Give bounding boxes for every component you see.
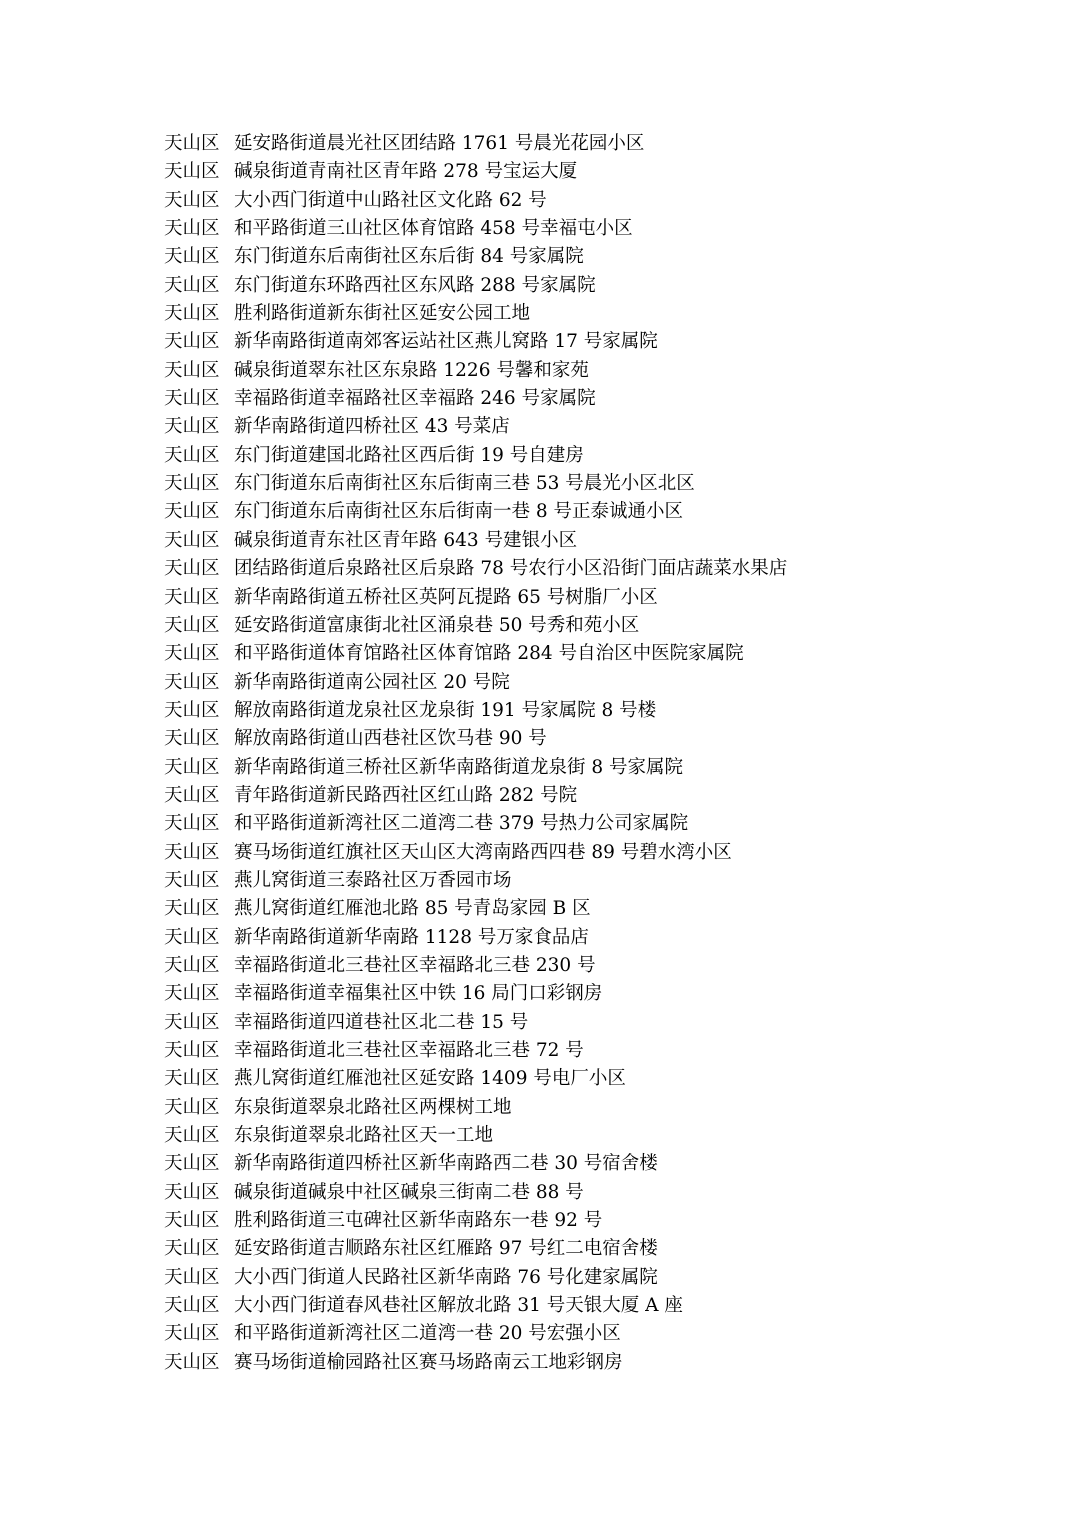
address-text: 燕儿窝街道三泰路社区万香园市场 <box>234 869 512 891</box>
list-item <box>164 1179 787 1207</box>
address-text: 幸福路街道幸福路社区幸福路 246 号家属院 <box>234 388 596 410</box>
address-text: 延安路街道富康街北社区涌泉巷 50 号秀和苑小区 <box>234 614 640 636</box>
district-label: 天山区 <box>164 529 220 551</box>
list-item <box>164 1037 787 1065</box>
list-item <box>164 924 787 952</box>
address-text: 东门街道东后南街社区东后街南三巷 53 号晨光小区北区 <box>234 473 695 495</box>
district-label: 天山区 <box>164 983 220 1005</box>
district-label: 天山区 <box>164 1096 220 1118</box>
district-label: 天山区 <box>164 444 220 466</box>
list-item <box>164 215 787 243</box>
address-list <box>164 130 787 1377</box>
district-label: 天山区 <box>164 1266 220 1288</box>
district-label: 天山区 <box>164 671 220 693</box>
address-text: 和平路街道体育馆路社区体育馆路 284 号自治区中医院家属院 <box>234 643 744 665</box>
list-item <box>164 470 787 498</box>
district-label: 天山区 <box>164 699 220 721</box>
address-text: 新华南路街道五桥社区英阿瓦提路 65 号树脂厂小区 <box>234 586 658 608</box>
list-item <box>164 442 787 470</box>
address-text: 东门街道建国北路社区西后街 19 号自建房 <box>234 444 584 466</box>
district-label: 天山区 <box>164 841 220 863</box>
address-text: 新华南路街道南公园社区 20 号院 <box>234 671 510 693</box>
list-item <box>164 810 787 838</box>
list-item <box>164 243 787 271</box>
district-label: 天山区 <box>164 954 220 976</box>
address-text: 碱泉街道青东社区青年路 643 号建银小区 <box>234 529 578 551</box>
district-label: 天山区 <box>164 898 220 920</box>
list-item <box>164 640 787 668</box>
address-text: 东门街道东后南街社区东后街 84 号家属院 <box>234 246 584 268</box>
list-item <box>164 498 787 526</box>
address-text: 新华南路街道四桥社区新华南路西二巷 30 号宿舍楼 <box>234 1153 658 1175</box>
district-label: 天山区 <box>164 1210 220 1232</box>
district-label: 天山区 <box>164 473 220 495</box>
list-item <box>164 527 787 555</box>
address-text: 大小西门街道人民路社区新华南路 76 号化建家属院 <box>234 1266 658 1288</box>
address-text: 碱泉街道青南社区青年路 278 号宝运大厦 <box>234 161 578 183</box>
district-label: 天山区 <box>164 784 220 806</box>
address-text: 延安路街道晨光社区团结路 1761 号晨光花园小区 <box>234 133 645 154</box>
list-item <box>164 357 787 385</box>
list-item <box>164 1235 787 1263</box>
district-label: 天山区 <box>164 1153 220 1175</box>
address-text: 幸福路街道幸福集社区中铁 16 局门口彩钢房 <box>234 983 603 1005</box>
district-label: 天山区 <box>164 388 220 410</box>
address-text: 东泉街道翠泉北路社区天一工地 <box>234 1125 494 1147</box>
address-text: 延安路街道吉顺路东社区红雁路 97 号红二电宿舍楼 <box>234 1238 658 1260</box>
list-item <box>164 158 787 186</box>
district-label: 天山区 <box>164 558 220 580</box>
address-text: 幸福路街道四道巷社区北二巷 15 号 <box>234 1011 529 1033</box>
list-item <box>164 1122 787 1150</box>
address-text: 解放南路街道龙泉社区龙泉街 191 号家属院 8 号楼 <box>234 699 657 721</box>
address-text: 碱泉街道碱泉中社区碱泉三街南二巷 88 号 <box>234 1181 584 1203</box>
list-item <box>164 697 787 725</box>
address-text: 新华南路街道南郊客运站社区燕儿窝路 17 号家属院 <box>234 331 658 353</box>
address-text: 燕儿窝街道红雁池社区延安路 1409 号电厂小区 <box>234 1068 626 1090</box>
list-item <box>164 187 787 215</box>
list-item <box>164 385 787 413</box>
list-item <box>164 1065 787 1093</box>
list-item <box>164 328 787 356</box>
list-item <box>164 1150 787 1178</box>
district-label: 天山区 <box>164 813 220 835</box>
address-text: 大小西门街道春风巷社区解放北路 31 号天银大厦 A 座 <box>234 1295 683 1317</box>
district-label: 天山区 <box>164 728 220 750</box>
district-label: 天山区 <box>164 1295 220 1317</box>
district-label: 天山区 <box>164 133 220 154</box>
district-label: 天山区 <box>164 416 220 438</box>
address-text: 东泉街道翠泉北路社区两棵树工地 <box>234 1096 512 1118</box>
address-text: 胜利路街道新东街社区延安公园工地 <box>234 303 531 325</box>
district-label: 天山区 <box>164 586 220 608</box>
list-item <box>164 584 787 612</box>
list-item <box>164 669 787 697</box>
district-label: 天山区 <box>164 1125 220 1147</box>
district-label: 天山区 <box>164 643 220 665</box>
district-label: 天山区 <box>164 1238 220 1260</box>
list-item <box>164 754 787 782</box>
district-label: 天山区 <box>164 756 220 778</box>
address-text: 新华南路街道四桥社区 43 号菜店 <box>234 416 510 438</box>
district-label: 天山区 <box>164 218 220 240</box>
list-item <box>164 867 787 895</box>
list-item <box>164 300 787 328</box>
list-item <box>164 895 787 923</box>
list-item <box>164 1320 787 1348</box>
address-text: 和平路街道三山社区体育馆路 458 号幸福屯小区 <box>234 218 633 240</box>
list-item <box>164 555 787 583</box>
list-item <box>164 1009 787 1037</box>
list-item <box>164 1292 787 1320</box>
list-item <box>164 839 787 867</box>
address-text: 团结路街道后泉路社区后泉路 78 号农行小区沿街门面店蔬菜水果店 <box>234 558 788 580</box>
list-item <box>164 612 787 640</box>
address-text: 解放南路街道山西巷社区饮马巷 90 号 <box>234 728 547 750</box>
address-text: 新华南路街道三桥社区新华南路街道龙泉街 8 号家属院 <box>234 756 684 778</box>
list-item <box>164 782 787 810</box>
list-item <box>164 272 787 300</box>
list-item <box>164 130 787 158</box>
district-label: 天山区 <box>164 1181 220 1203</box>
district-label: 天山区 <box>164 1323 220 1345</box>
district-label: 天山区 <box>164 189 220 211</box>
list-item <box>164 1349 787 1377</box>
district-label: 天山区 <box>164 331 220 353</box>
district-label: 天山区 <box>164 1040 220 1061</box>
address-text: 幸福路街道北三巷社区幸福路北三巷 72 号 <box>234 1040 584 1061</box>
list-item <box>164 1207 787 1235</box>
district-label: 天山区 <box>164 1011 220 1033</box>
district-label: 天山区 <box>164 614 220 636</box>
list-item <box>164 1094 787 1122</box>
district-label: 天山区 <box>164 1068 220 1090</box>
address-text: 大小西门街道中山路社区文化路 62 号 <box>234 189 547 211</box>
district-label: 天山区 <box>164 359 220 381</box>
address-text: 幸福路街道北三巷社区幸福路北三巷 230 号 <box>234 954 596 976</box>
address-text: 新华南路街道新华南路 1128 号万家食品店 <box>234 926 589 948</box>
address-text: 东门街道东环路西社区东风路 288 号家属院 <box>234 274 596 296</box>
address-text: 青年路街道新民路西社区红山路 282 号院 <box>234 784 578 806</box>
address-text: 和平路街道新湾社区二道湾一巷 20 号宏强小区 <box>234 1323 621 1345</box>
district-label: 天山区 <box>164 501 220 523</box>
list-item <box>164 725 787 753</box>
list-item <box>164 413 787 441</box>
address-text: 胜利路街道三屯碑社区新华南路东一巷 92 号 <box>234 1210 603 1232</box>
address-text: 燕儿窝街道红雁池北路 85 号青岛家园 B 区 <box>234 898 591 920</box>
district-label: 天山区 <box>164 869 220 891</box>
address-text: 碱泉街道翠东社区东泉路 1226 号馨和家苑 <box>234 359 589 381</box>
list-item <box>164 980 787 1008</box>
list-item <box>164 952 787 980</box>
address-text: 赛马场街道榆园路社区赛马场路南云工地彩钢房 <box>234 1351 623 1373</box>
district-label: 天山区 <box>164 161 220 183</box>
address-text: 东门街道东后南街社区东后街南一巷 8 号正泰诚通小区 <box>234 501 684 523</box>
district-label: 天山区 <box>164 246 220 268</box>
address-text: 赛马场街道红旗社区天山区大湾南路西四巷 89 号碧水湾小区 <box>234 841 732 863</box>
district-label: 天山区 <box>164 1351 220 1373</box>
district-label: 天山区 <box>164 274 220 296</box>
list-item <box>164 1264 787 1292</box>
district-label: 天山区 <box>164 303 220 325</box>
address-text: 和平路街道新湾社区二道湾二巷 379 号热力公司家属院 <box>234 813 689 835</box>
district-label: 天山区 <box>164 926 220 948</box>
